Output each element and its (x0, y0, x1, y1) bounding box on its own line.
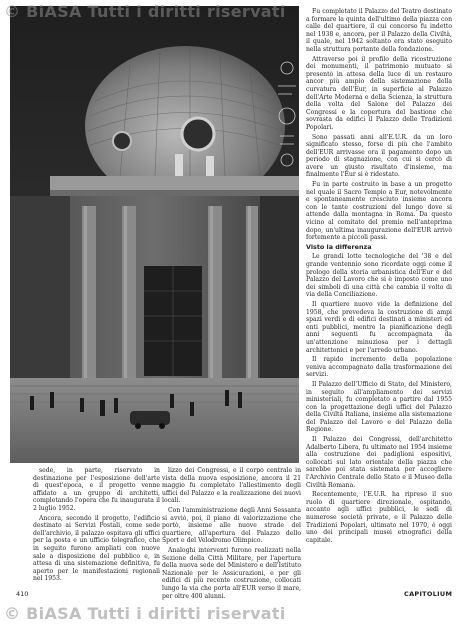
paragraph: Analoghi interventi furono realizzati nella Sezione della Città Militare, per l'apertura della nuova sede del Ministero e dell'Istituto Nazionale per le Assicurazioni, e per gli edifici di più recente costruzione, collocati lungo la via che porta all'EUR verso il mare, per oltre 400 alunni. (162, 546, 301, 600)
palazzo-photo-illustration (10, 6, 299, 463)
paragraph: Recentemente, l'E.U.R. ha ripreso il suo ruolo di quartiere direzionale, ospitando, accanto agli uffici pubblici, le sedi di numerose società private, e il Palazzo delle Tradizioni Popolari, ultimato nel 1970, è oggi uno dei principali musei etnografici della capitale. (306, 491, 452, 544)
paragraph: Il quartiere nuovo vide la definizione del 1958, che prevedeva la costruzione di ampi spazi verdi e di edifici destinati a ministeri ed enti pubblici, mentre la pianificazione degli anni seguenti fu accompagnata da un'attenzione minuziosa per i dettagli architettonici e per l'arredo urbano. (306, 300, 452, 354)
journal-name: CAPITOLIUM (404, 590, 453, 598)
paragraph: Il Palazzo dei Congressi, dell'architetto Adalberto Libera, fu ultimato nel 1954 insieme alla costruzione dei padiglioni espositivi, collocati sul lato orientale della piazza che sarebbe poi stata sistemata per accogliere l'Archivio Centrale dello Stato e il Museo della Civiltà Romana. (306, 436, 452, 489)
paragraph: Le grandi lotte tecnologiche del '38 e del grande ventennio sono ricordate oggi come il prologo della storia urbanistica dell'Eur e del Palazzo del Lavoro che si è imposto come uno dei simboli di una città che cambia il volto di via della Conciliazione. (306, 253, 452, 299)
photo-caption-decoration (272, 56, 302, 174)
watermark-top: © BiASA Tutti i diritti riservati (4, 2, 286, 21)
article-column-right (306, 8, 452, 590)
paragraph: Fu in parte costruito in base a un progetto nel quale il Sacro Tempio a Eur, notevolmente e spontaneamente cresciuto insieme ancora con le tante costruzioni del lungo dove si attende dalla montagna in Roma. Da questo vicino al comitato del premio nell'anteprima dopo, un'ultima inaugurazione dell'EUR arrivò fortemente a piccoli passi. (306, 181, 452, 242)
article-column-bottom-right (162, 467, 301, 600)
paragraph: Il Palazzo dell'Ufficio di Stato, del Ministero, in seguito all'ampliamento dei servizi ministeriali, fu completato a partire dal 1955 con la progettazione degli uffici del Palazzo della Civiltà Italiana, insieme alla sistemazione del Palazzo del Lavoro e del Palazzo della Regione. (306, 380, 452, 434)
paragraph: Attraverso poi il profilo della ricostruzione dei monumenti, il patrimonio mutuato si presentò in attesa della luce di un restauro ancor più ampio della sistemazione della curvatura dell'Eur, in superficie al Palazzo dell'Arte Moderna e della Scienza, la struttura della volta del Salone del Palazzo dei Congressi e la copertura del bastione che sovrasta da edifici il Palazzo delle Tradizioni Popolari. (306, 55, 452, 131)
paragraph: lizzo dei Congressi, e il corpo centrale in vista della nuova esposizione, ancora il 21 maggio fu completato l'allestimento degli uffici del Palazzo e la realizzazione dei nuovi locali. (162, 467, 301, 505)
paragraph: Il rapido incremento della popolazione veniva accompagnato dalla trasformazione dei servizi. (306, 356, 452, 379)
page-number: 410 (16, 590, 29, 598)
article-column-bottom-left (33, 467, 160, 587)
section-title: Visto la differenza (306, 242, 372, 251)
architecture-photo (10, 6, 299, 463)
paragraph: Con l'amministrazione degli Anni Sessanta si avviò, poi, il piano di valorizzazione che portò, insieme alle nuove strade del quartiere, all'apertura del Palazzo dello Sport e del Velodromo Olimpico. (162, 506, 301, 545)
paragraph: Fu completato il Palazzo del Teatro destinato a formare la quinta dell'ultimo della piazza con calle del quartiere, il cui concorso fu indetto nel 1938 e, ancora, per il Palazzo della Civiltà, il quale, nel 1942 soltanto era stato eseguito nella struttura portante della fondazione. (306, 8, 452, 53)
watermark-bottom: © BiASA Tutti i diritti riservati (4, 604, 286, 623)
paragraph: Ancora, secondo il progetto, l'edificio destinato ai Servizi Postali, come sede dell'archivio, il palazzo ospitava gli uffici per la posta e un ufficio telegrafico, che in seguito furono ampliati con nuove sale a disposizione del pubblico e, in attesa di una sistemazione definitiva, fu aperto per le manifestazioni regionali nel 1953. (33, 514, 160, 583)
paragraph: sede, in parte, riservato in destinazione per l'esposizione dell'arte di quest'epoca, e il progetto venne affidato a un gruppo di architetti, completando l'opera che fu inaugurata il 2 luglio 1952. (33, 467, 160, 512)
paragraph: Sono passati anni all'E.U.R. da un loro significato stesso, forse di più che l'ambito dell'EUR arrivasse ora il pagamento dopo un periodo di stagnazione, con cui si cercò di avere un giusto risultato d'insieme, ma finalmente l'Eur si è ridestato. (306, 133, 452, 179)
